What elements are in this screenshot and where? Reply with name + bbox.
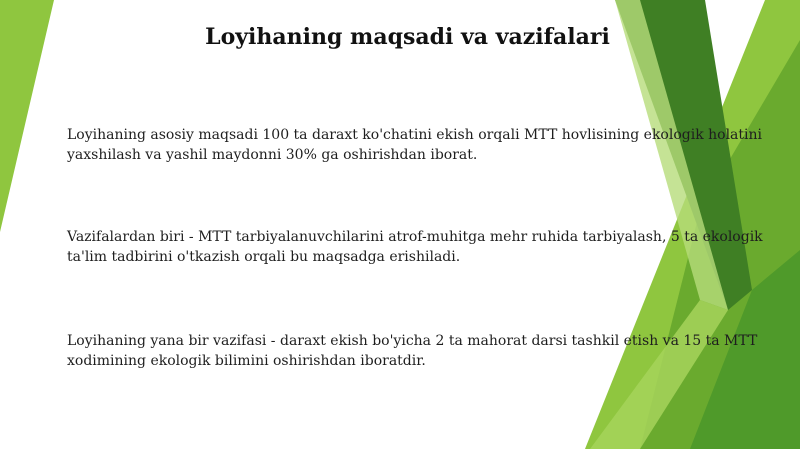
paragraph-task-two: Loyihaning yana bir vazifasi - daraxt ekish bo'yicha 2 ta mahorat darsi tashkil etish va 15 ta MTT xodimining ekologik bilimini oshirishdan iboratdir. <box>67 333 758 369</box>
paragraph-main-goal: Loyihaning asosiy maqsadi 100 ta daraxt ko'chatini ekish orqali MTT hovlisining ekologik holatini yaxshilash va yashil maydonni 30% ga oshirishdan iborat. <box>67 127 763 163</box>
paragraph-task-one: Vazifalardan biri - MTT tarbiyalanuvchilarini atrof-muhitga mehr ruhida tarbiyalash, 5 ta ekologik ta'lim tadbirini o'tkazish orqali bu maqsadga erishiladi. <box>67 229 763 265</box>
slide-title: Loyihaning maqsadi va vazifalari <box>205 24 610 50</box>
